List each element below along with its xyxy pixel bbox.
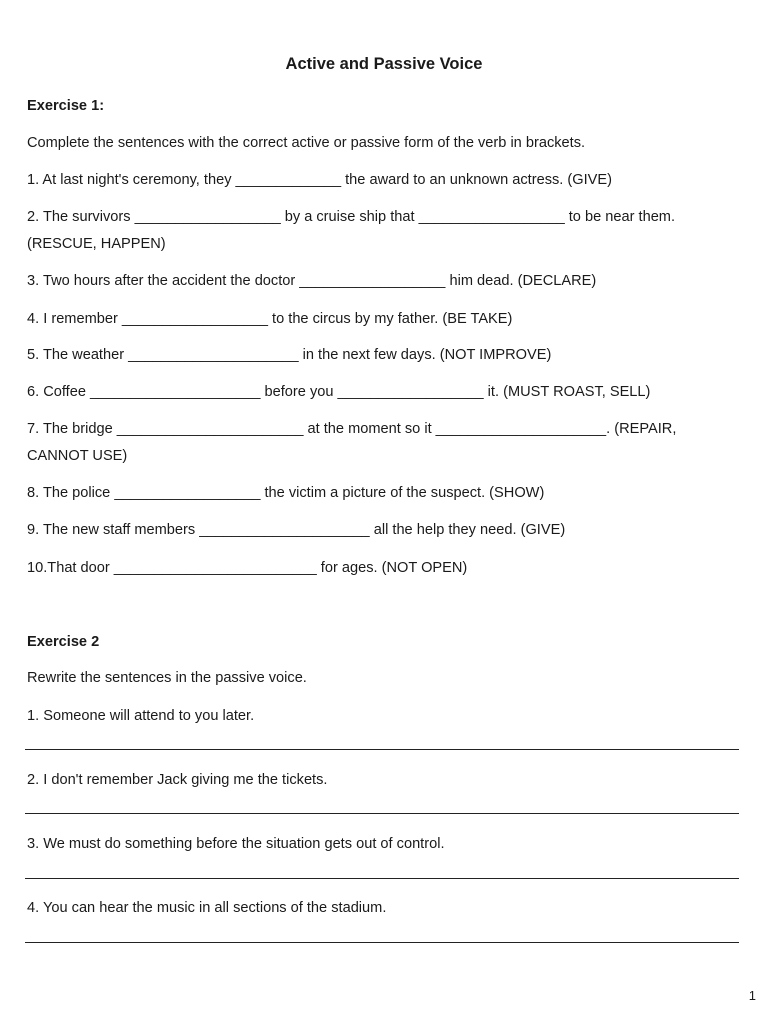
exercise1-instruction: Complete the sentences with the correct active or passive form of the verb in brackets. (27, 135, 586, 151)
page-title: Active and Passive Voice (285, 55, 483, 73)
exercise1-item: 7. The bridge _______________________ at the moment so it _____________________. (REPAIR, (27, 421, 677, 437)
exercise1-item: 10.That door _________________________ for ages. (NOT OPEN) (27, 560, 468, 576)
exercise2-item: 2. I don't remember Jack giving me the tickets. (27, 772, 328, 788)
answer-line[interactable] (25, 878, 739, 879)
exercise1-item: 5. The weather _____________________ in the next few days. (NOT IMPROVE) (27, 347, 552, 363)
exercise2-instruction: Rewrite the sentences in the passive voice. (27, 670, 307, 686)
exercise1-heading: Exercise 1: (27, 98, 105, 114)
exercise1-item: 6. Coffee _____________________ before you __________________ it. (MUST ROAST, SELL) (27, 384, 651, 400)
exercise2-item: 4. You can hear the music in all sections of the stadium. (27, 900, 387, 916)
answer-line[interactable] (25, 942, 739, 943)
exercise1-item: 4. I remember __________________ to the circus by my father. (BE TAKE) (27, 311, 513, 327)
answer-line[interactable] (25, 813, 739, 814)
exercise1-item: 2. The survivors __________________ by a cruise ship that __________________ to be near them. (27, 209, 676, 225)
answer-line[interactable] (25, 749, 739, 750)
exercise2-heading: Exercise 2 (27, 634, 100, 650)
page-number: 1 (748, 988, 756, 1003)
exercise2-item: 3. We must do something before the situation gets out of control. (27, 836, 445, 852)
exercise1-item-continuation: (RESCUE, HAPPEN) (27, 236, 166, 252)
exercise1-item: 1. At last night's ceremony, they _____________ the award to an unknown actress. (GIVE) (27, 172, 612, 188)
exercise1-item-continuation: CANNOT USE) (27, 448, 128, 464)
exercise1-item: 3. Two hours after the accident the doctor __________________ him dead. (DECLARE) (27, 273, 597, 289)
exercise2-item: 1. Someone will attend to you later. (27, 708, 255, 724)
exercise1-item: 8. The police __________________ the victim a picture of the suspect. (SHOW) (27, 485, 545, 501)
exercise1-item: 9. The new staff members _____________________ all the help they need. (GIVE) (27, 522, 566, 538)
